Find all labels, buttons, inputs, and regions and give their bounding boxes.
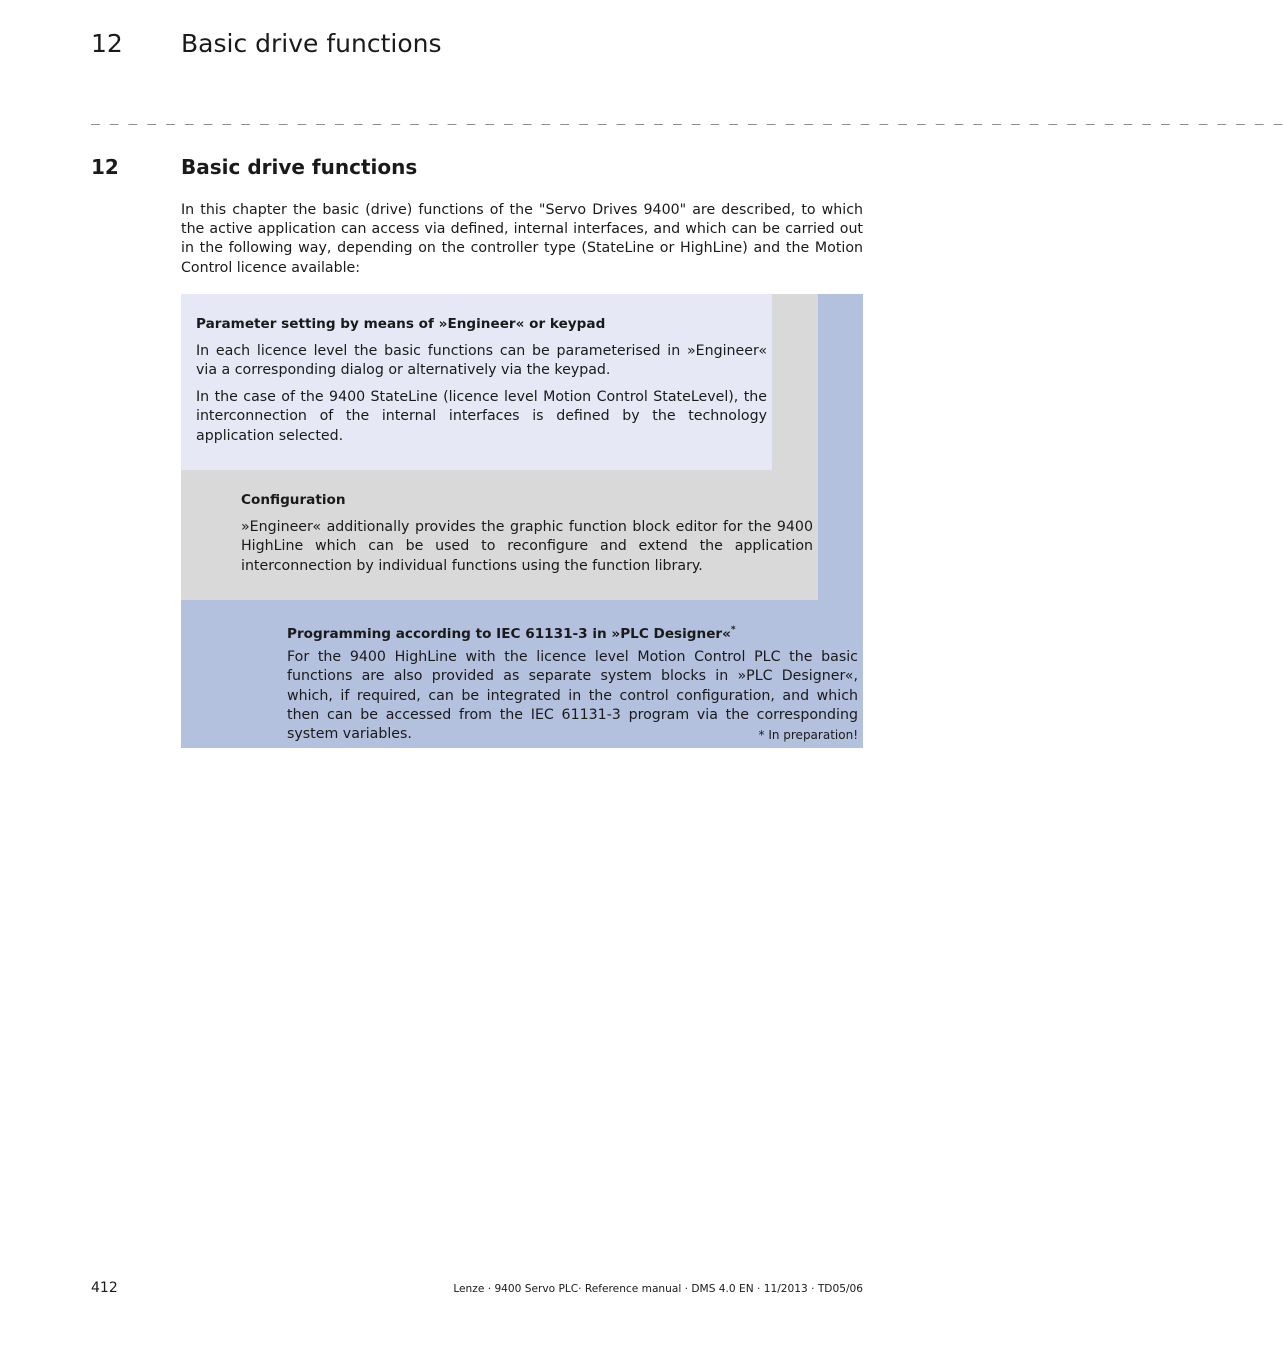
configuration-paragraph: »Engineer« additionally provides the graphic function block editor for the 9400 HighLine which can be used to reconfigure and extend the application interconnection by individual functions using the function library. [241,519,813,574]
footer-doc-info: Lenze · 9400 Servo PLC· Reference manual · DMS 4.0 EN · 11/2013 · TD05/06 [453,1283,863,1295]
programming-title-text: Programming according to IEC 61131-3 in »PLC Designer« [287,626,731,642]
footnote-marker: * [730,625,736,635]
parameter-setting-title: Parameter setting by means of »Engineer« or keypad [196,316,606,332]
configuration-title: Configuration [241,492,346,508]
header-chapter-number: 12 [91,29,123,58]
footnote: * In preparation! [758,728,858,742]
section-number: 12 [91,155,119,179]
programming-paragraph: For the 9400 HighLine with the licence level Motion Control PLC the basic functions are also provided as separate system blocks in »PLC Designer«, which, if required, can be integrated in the control configuration, and which then can be accessed from the IEC 61131-3 program via the corresponding system variables. [287,649,858,743]
header-separator: _ _ _ _ _ _ _ _ _ _ _ _ _ _ _ _ _ _ _ _ _ _ _ _ _ _ _ _ _ _ _ _ _ _ _ _ _ _ _ _ _ _ _ _ _ _ _ _ _ _ _ _ _ _ _ _ _ _ _ _ _ _ _ _ [91,108,1283,125]
page-number: 412 [91,1280,118,1296]
parameter-setting-paragraph-2: In the case of the 9400 StateLine (licence level Motion Control StateLevel), the interconnection of the internal interfaces is defined by the technology application selected. [196,389,767,444]
header-chapter-title: Basic drive functions [181,29,442,58]
programming-title [287,621,736,643]
intro-paragraph: In this chapter the basic (drive) functions of the "Servo Drives 9400" are described, to which the active application can access via defined, internal interfaces, and which can be carried out in the following way, depending on the controller type (StateLine or HighLine) and the Motion Control licence available: [181,202,863,276]
section-title: Basic drive functions [181,155,418,179]
parameter-setting-paragraph-1: In each licence level the basic functions can be parameterised in »Engineer« via a corresponding dialog or alternatively via the keypad. [196,343,767,379]
